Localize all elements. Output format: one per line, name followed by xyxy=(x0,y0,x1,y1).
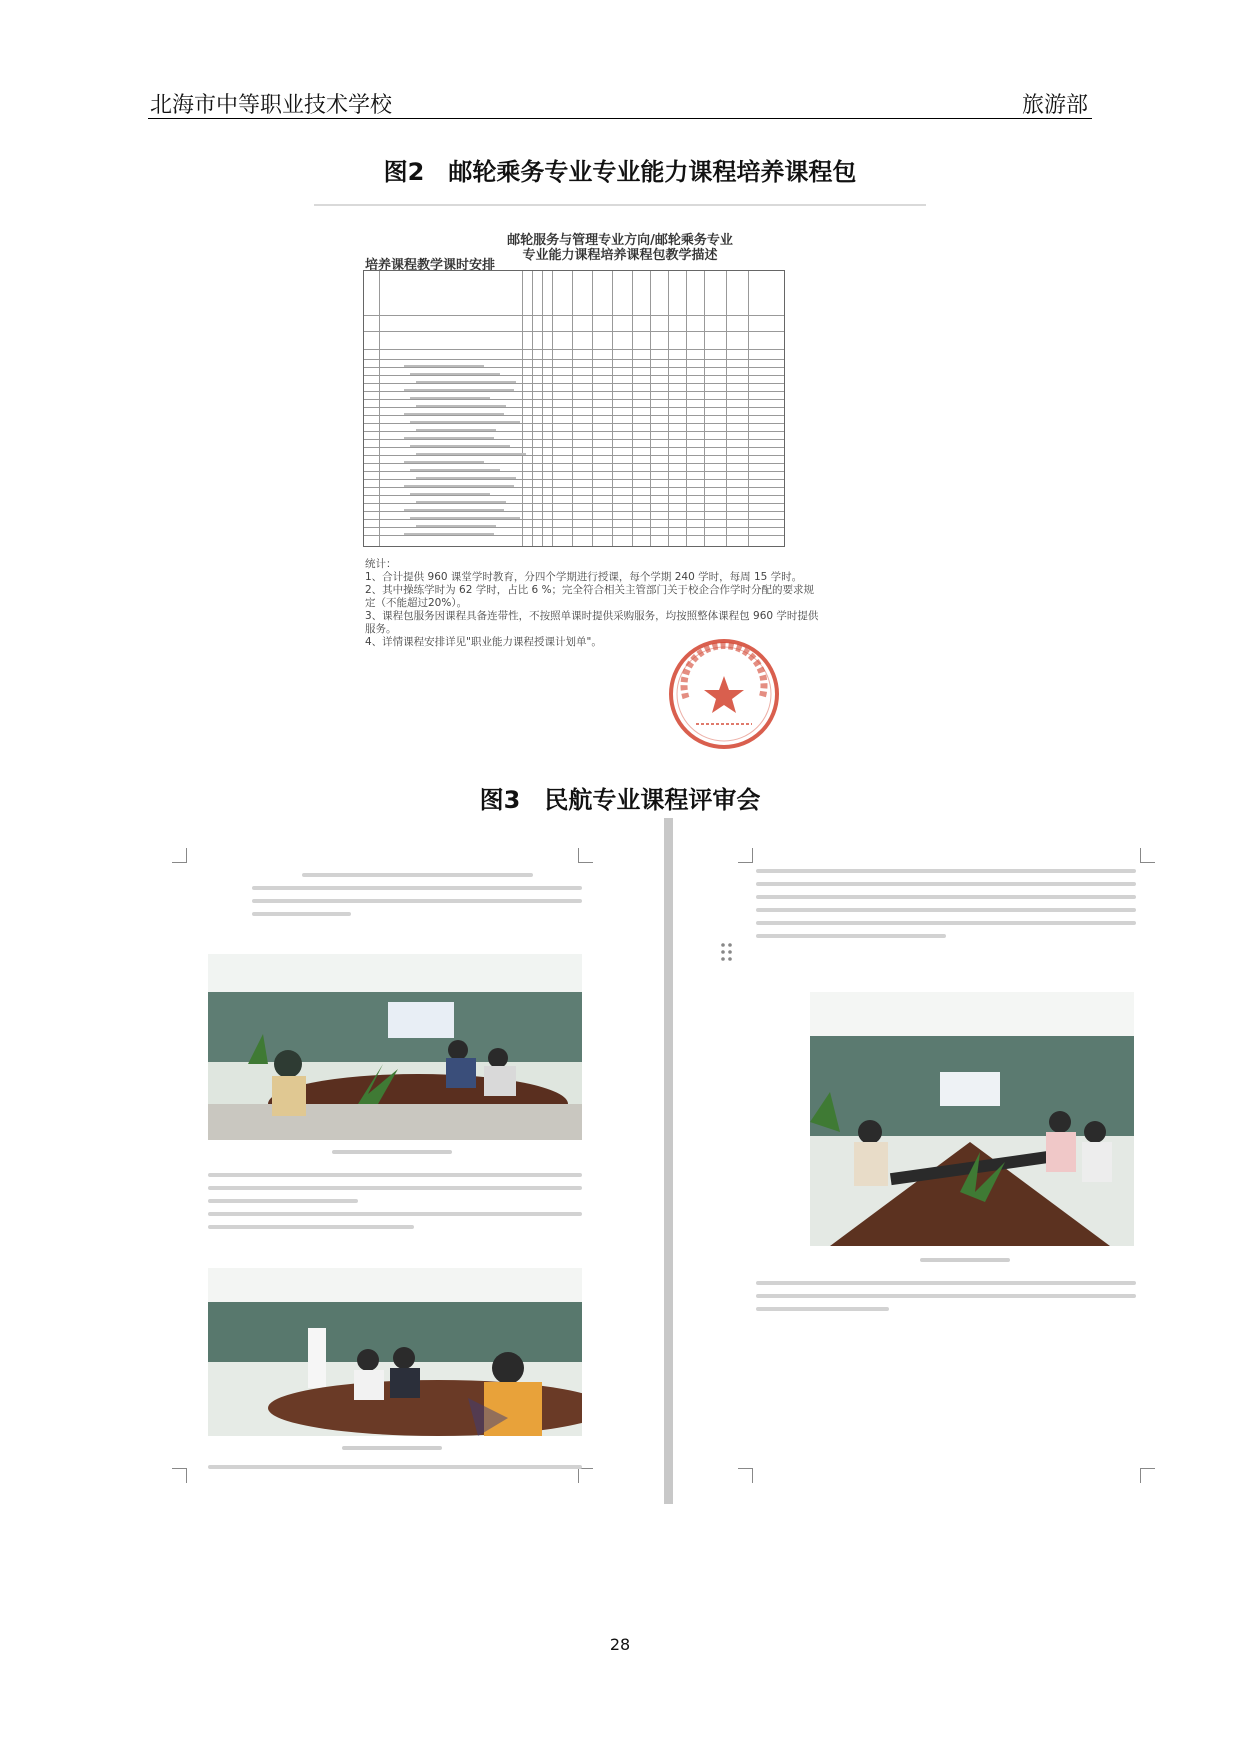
table-row-line xyxy=(364,349,784,350)
table-cell-text xyxy=(416,525,496,527)
table-row-line xyxy=(364,479,784,480)
table-cell-text xyxy=(410,373,500,375)
photo-caption-1 xyxy=(332,1150,452,1154)
table-row-line xyxy=(364,455,784,456)
doc-text-block xyxy=(208,1456,582,1478)
table-row-line xyxy=(364,447,784,448)
scan-doc-subtitle: 培养课程教学课时安排 xyxy=(365,258,496,273)
scan-doc-title-2: 专业能力课程培养课程包教学描述 xyxy=(522,248,718,263)
figure3-caption: 图3 民航专业课程评审会 xyxy=(479,786,761,814)
table-cell-text xyxy=(404,485,514,487)
table-cell-text xyxy=(416,501,506,503)
table-row-line xyxy=(364,503,784,504)
table-cell-text xyxy=(416,477,516,479)
table-column-line xyxy=(686,271,687,546)
table-row-line xyxy=(364,439,784,440)
stats-line: 定（不能超过20%）。 xyxy=(365,597,468,609)
table-row-line xyxy=(364,407,784,408)
table-column-line xyxy=(748,271,749,546)
scan-top-border xyxy=(314,204,926,206)
doc-text-block xyxy=(208,1164,582,1238)
table-cell-text xyxy=(404,509,504,511)
doc-text-block xyxy=(252,864,582,925)
table-row-line xyxy=(364,495,784,496)
stats-line: 3、课程包服务因课程具备连带性，不按照单课时提供采购服务，均按照整体课程包 960 学时提供 xyxy=(365,610,819,622)
stats-line: 1、合计提供 960 课堂学时教育，分四个学期进行授课，每个学期 240 学时，每周 15 学时。 xyxy=(365,571,803,583)
table-cell-text xyxy=(410,469,500,471)
table-cell-text xyxy=(416,429,496,431)
table-column-line xyxy=(650,271,651,546)
table-row-line xyxy=(364,519,784,520)
figure3-left-doc-page xyxy=(172,820,658,1506)
header-department: 旅游部 xyxy=(1021,93,1088,118)
page-corner-mark xyxy=(1140,848,1155,863)
table-cell-text xyxy=(416,453,526,455)
meeting-photo-2 xyxy=(208,1268,582,1436)
stats-line: 服务。 xyxy=(365,623,397,635)
page-divider xyxy=(664,818,673,1504)
doc-text-block xyxy=(756,1272,1136,1320)
table-row-line xyxy=(364,315,784,316)
drag-handle-icon[interactable] xyxy=(720,942,734,962)
table-row-line xyxy=(364,331,784,332)
table-row-line xyxy=(364,527,784,528)
scan-stats xyxy=(365,558,905,649)
table-column-line xyxy=(572,271,573,546)
table-row-line xyxy=(364,423,784,424)
meeting-photo-3 xyxy=(810,992,1134,1246)
table-row-line xyxy=(364,463,784,464)
stats-line: 4、详情课程安排详见"职业能力课程授课计划单"。 xyxy=(365,636,602,648)
table-column-line xyxy=(668,271,669,546)
company-seal-stamp xyxy=(666,636,782,752)
table-column-line xyxy=(379,271,380,546)
page-corner-mark xyxy=(738,848,753,863)
table-column-line xyxy=(612,271,613,546)
table-cell-text xyxy=(410,445,510,447)
page-corner-mark xyxy=(738,1468,753,1483)
table-row-line xyxy=(364,367,784,368)
table-column-line xyxy=(532,271,533,546)
table-cell-text xyxy=(416,405,506,407)
table-row-line xyxy=(364,383,784,384)
table-row-line xyxy=(364,511,784,512)
page-corner-mark xyxy=(172,1468,187,1483)
page-corner-mark xyxy=(578,848,593,863)
table-cell-text xyxy=(404,533,494,535)
table-row-line xyxy=(364,431,784,432)
table-column-line xyxy=(522,271,523,546)
table-cell-text xyxy=(416,381,516,383)
table-cell-text xyxy=(404,437,494,439)
table-column-line xyxy=(552,271,553,546)
table-cell-text xyxy=(410,397,490,399)
table-cell-text xyxy=(410,517,520,519)
page-corner-mark xyxy=(172,848,187,863)
meeting-photo-1 xyxy=(208,954,582,1140)
table-cell-text xyxy=(404,389,514,391)
table-column-line xyxy=(632,271,633,546)
table-column-line xyxy=(542,271,543,546)
table-row-line xyxy=(364,359,784,360)
table-row-line xyxy=(364,415,784,416)
photo-caption-3 xyxy=(920,1258,1010,1262)
table-cell-text xyxy=(404,461,484,463)
table-row-line xyxy=(364,375,784,376)
table-cell-text xyxy=(410,493,490,495)
photo-caption-2 xyxy=(342,1446,442,1450)
table-cell-text xyxy=(404,413,504,415)
course-hours-table xyxy=(363,270,785,547)
page-corner-mark xyxy=(1140,1468,1155,1483)
table-row-line xyxy=(364,391,784,392)
table-cell-text xyxy=(404,365,484,367)
figure2-caption: 图2 邮轮乘务专业专业能力课程培养课程包 xyxy=(383,158,857,186)
table-column-line xyxy=(726,271,727,546)
figure2-scanned-document xyxy=(318,204,922,764)
scan-doc-title-1: 邮轮服务与管理专业方向/邮轮乘务专业 xyxy=(507,233,733,248)
figure3-right-doc-page xyxy=(680,820,1158,1506)
header-rule xyxy=(148,118,1092,119)
doc-text-block xyxy=(756,860,1136,947)
header-school-name: 北海市中等职业技术学校 xyxy=(150,93,393,118)
table-row-line xyxy=(364,399,784,400)
stats-line: 统计： xyxy=(365,558,397,570)
table-column-line xyxy=(704,271,705,546)
page-number: 28 xyxy=(609,1635,631,1654)
table-row-line xyxy=(364,535,784,536)
stats-line: 2、其中操练学时为 62 学时，占比 6 %；完全符合相关主管部门关于校企合作学时分配的要求规 xyxy=(365,584,815,596)
table-cell-text xyxy=(410,421,520,423)
table-row-line xyxy=(364,487,784,488)
table-column-line xyxy=(592,271,593,546)
table-row-line xyxy=(364,471,784,472)
